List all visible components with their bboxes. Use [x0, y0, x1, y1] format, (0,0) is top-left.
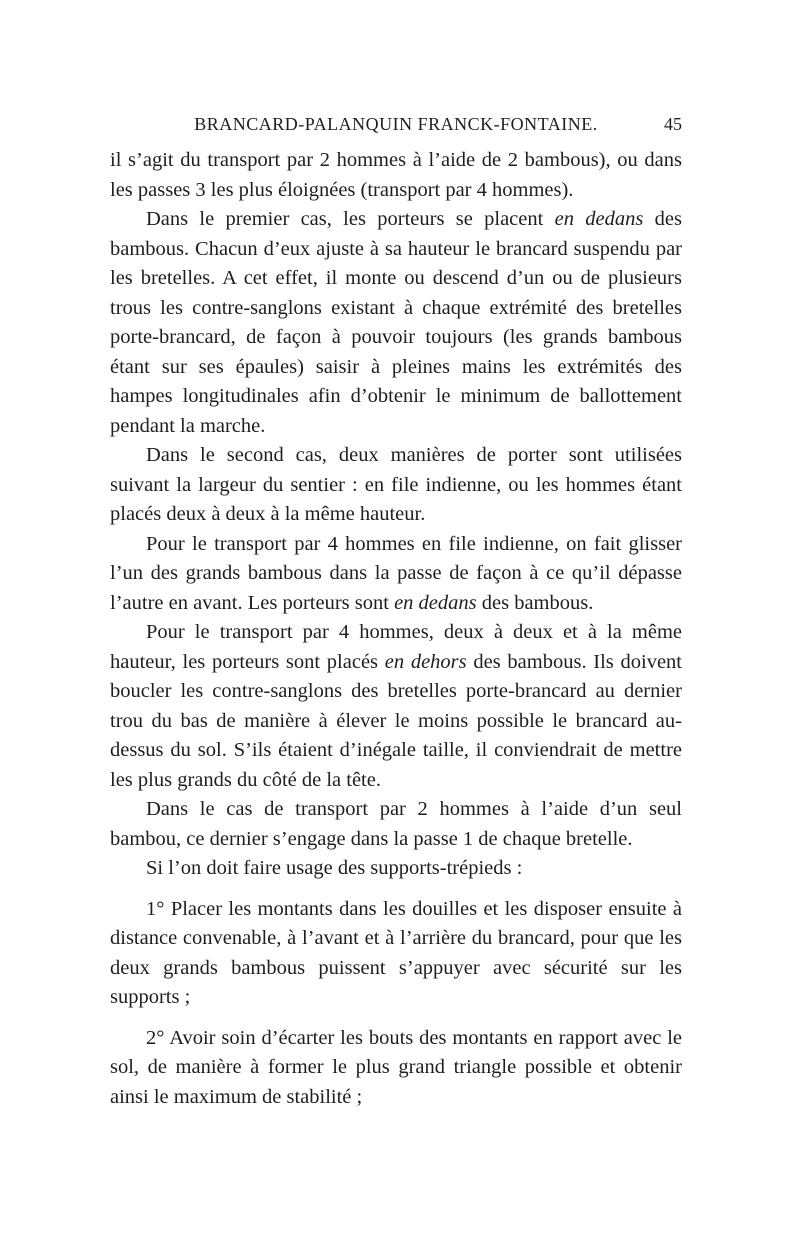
paragraph-seul-bambou	[110, 795, 682, 854]
text-segment: 2° Avoir soin d’écarter les bouts des montants en rapport avec le sol, de manière à former le plus grand triangle possible et obtenir ainsi le maximum de stabilité ;	[110, 1026, 682, 1108]
text-segment: Pour le transport par 4 hommes, deux à deux et à la même hauteur, les porteurs sont placés	[110, 621, 682, 673]
text-segment: Dans le cas de transport par 2 hommes à l’aide d’un seul bambou, ce dernier s’engage dans la passe 1 de chaque bretelle.	[110, 798, 682, 850]
paragraph-deux-a-deux	[110, 618, 682, 795]
text-segment: Pour le transport par 4 hommes en file indienne, on fait glisser l’un des grands bambous dans la passe de façon à ce qu’il dépasse l’autre en avant. Les porteurs sont	[110, 532, 682, 614]
italic-phrase: en dedans	[554, 208, 644, 230]
paragraph-continuation	[110, 146, 682, 205]
list-item-2	[110, 1024, 682, 1113]
body-text	[110, 146, 682, 1112]
text-segment: des bambous. Chacun d’eux ajuste à sa hauteur le brancard suspendu par les bretelles. A cet effet, il monte ou descend d’un ou de plusieurs trous les contre-sanglons existant à chaque extrémité des bretelles porte-brancard, de façon à pouvoir toujours (les grands bambous étant sur ses épaules) saisir à pleines mains les extrémités des hampes longitudinales afin d’obtenir le minimum de ballottement pendant la marche.	[110, 208, 682, 437]
text-segment: 1° Placer les montants dans les douilles et les disposer ensuite à distance convenable, à l’avant et à l’arrière du brancard, pour que les deux grands bambous puissent s’appuyer avec sécurité sur les supports ;	[110, 897, 682, 1008]
text-segment: il s’agit du transport par 2 hommes à l’aide de 2 bambous), ou dans les passes 3 les plus éloignées (transport par 4 hommes).	[110, 149, 682, 201]
text-segment: Dans le premier cas, les porteurs se placent	[146, 208, 555, 230]
list-item-1	[110, 895, 682, 1013]
paragraph-second-cas	[110, 441, 682, 530]
paragraph-premier-cas	[110, 205, 682, 441]
paragraph-file-indienne	[110, 530, 682, 619]
text-segment: Dans le second cas, deux manières de porter sont utilisées suivant la largeur du sentier : en file indienne, ou les hommes étant placés deux à deux à la même hauteur.	[110, 444, 682, 525]
text-segment: des bambous. Ils doivent boucler les contre-sanglons des bretelles porte-brancard au dernier trou du bas de manière à élever le moins possible le brancard au-dessus du sol. S’ils étaient d’inégale taille, il conviendrait de mettre les plus grands du côté de la tête.	[110, 650, 683, 791]
running-head	[110, 114, 682, 144]
running-title: BRANCARD-PALANQUIN FRANCK-FONTAINE.	[194, 114, 598, 134]
paragraph-supports-trepieds	[110, 854, 682, 884]
text-segment: Si l’on doit faire usage des supports-trépieds :	[146, 857, 523, 879]
page-number: 45	[664, 114, 682, 134]
italic-phrase: en dehors	[384, 650, 467, 673]
text-segment: des bambous.	[476, 591, 594, 614]
italic-phrase: en dedans	[394, 591, 477, 614]
